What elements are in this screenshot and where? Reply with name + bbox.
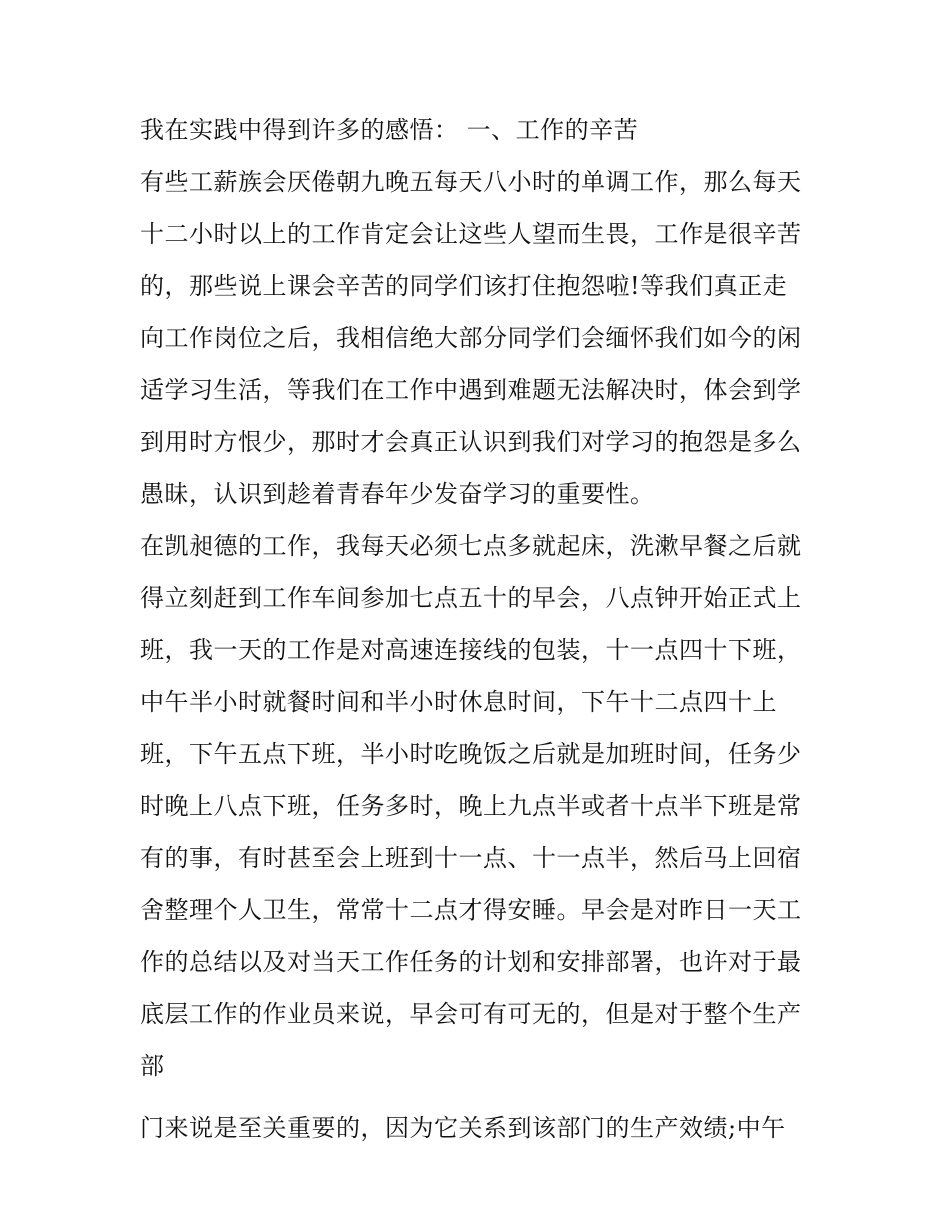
text-line: 向工作岗位之后，我相信绝大部分同学们会缅怀我们如今的闲 bbox=[140, 324, 802, 352]
text-line: 有的事，有时甚至会上班到十一点、十一点半，然后马上回宿 bbox=[140, 844, 802, 872]
text-line: 底层工作的作业员来说，早会可有可无的，但是对于整个生产 bbox=[140, 1000, 802, 1028]
text-line: 的，那些说上课会辛苦的同学们该打住抱怨啦!等我们真正走 bbox=[140, 272, 788, 300]
text-line: 时晚上八点下班，任务多时，晚上九点半或者十点半下班是常 bbox=[140, 792, 802, 820]
text-line: 部 bbox=[140, 1052, 165, 1080]
text-line: 舍整理个人卫生，常常十二点才得安睡。早会是对昨日一天工 bbox=[140, 896, 802, 924]
text-line: 班，我一天的工作是对高速连接线的包装，十一点四十下班， bbox=[140, 636, 802, 664]
text-line: 适学习生活，等我们在工作中遇到难题无法解决时，体会到学 bbox=[140, 376, 802, 404]
text-line: 到用时方恨少，那时才会真正认识到我们对学习的抱怨是多么 bbox=[140, 428, 802, 456]
text-line: 中午半小时就餐时间和半小时休息时间，下午十二点四十上 bbox=[140, 688, 777, 716]
text-line: 愚昧，认识到趁着青春年少发奋学习的重要性。 bbox=[140, 480, 655, 508]
text-line: 得立刻赶到工作车间参加七点五十的早会，八点钟开始正式上 bbox=[140, 584, 802, 612]
document-body bbox=[140, 108, 830, 1158]
text-line: 有些工薪族会厌倦朝九晚五每天八小时的单调工作，那么每天 bbox=[140, 168, 802, 196]
text-line: 门来说是至关重要的，因为它关系到该部门的生产效绩;中午 bbox=[140, 1114, 786, 1142]
text-line: 十二小时以上的工作肯定会让这些人望而生畏，工作是很辛苦 bbox=[140, 220, 802, 248]
text-line: 在凯昶德的工作，我每天必须七点多就起床，洗漱早餐之后就 bbox=[140, 532, 802, 560]
text-line: 我在实践中得到许多的感悟： 一、工作的辛苦 bbox=[140, 116, 639, 144]
text-line: 作的总结以及对当天工作任务的计划和安排部署，也许对于最 bbox=[140, 948, 802, 976]
text-line: 班，下午五点下班，半小时吃晚饭之后就是加班时间，任务少 bbox=[140, 740, 802, 768]
